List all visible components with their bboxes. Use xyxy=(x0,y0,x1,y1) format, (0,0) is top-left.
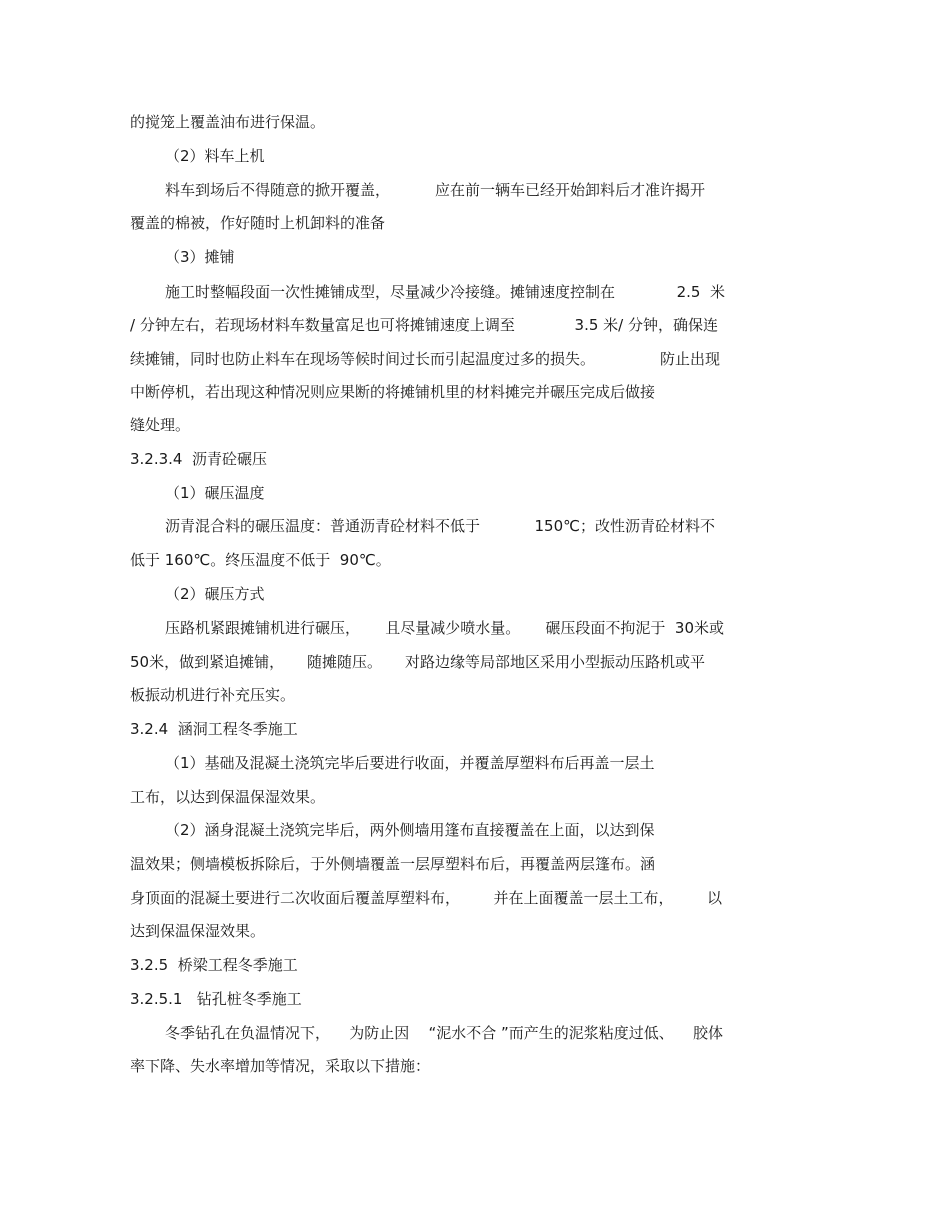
text-line xyxy=(130,349,720,369)
text-line xyxy=(130,382,730,402)
text-line xyxy=(130,921,730,941)
text-segment: 温效果；侧墙模板拆除后，于外侧墙覆盖一层厚塑料布后，再覆盖两层篷布。涵 xyxy=(130,855,656,873)
text-segment: 且尽量减少喷水量。 xyxy=(385,619,521,637)
text-line xyxy=(165,282,725,302)
text-segment: 料车到场后不得随意的掀开覆盖， xyxy=(165,181,391,199)
text-line xyxy=(130,213,730,233)
text-segment: / 分钟左右，若现场材料车数量富足也可将摊铺速度上调至 xyxy=(130,316,515,334)
text-segment: （1）碾压温度 xyxy=(165,484,265,502)
text-segment: 碾压段面不拘泥于 30米或 xyxy=(545,619,724,637)
text-segment: 覆盖的棉被，作好随时上机卸料的准备 xyxy=(130,214,386,232)
text-line xyxy=(165,516,715,536)
text-segment: 50米，做到紧追摊铺， xyxy=(130,653,285,671)
text-segment: 为防止因 xyxy=(349,1024,410,1042)
text-segment: 施工时整幅段面一次性摊铺成型，尽量减少冷接缝。摊铺速度控制在 xyxy=(165,283,616,301)
text-segment: 3.2.5.1 钻孔桩冬季施工 xyxy=(130,990,302,1008)
text-segment: 并在上面覆盖一层土工布， xyxy=(493,889,674,907)
text-line xyxy=(130,550,730,570)
text-segment: （1）基础及混凝土浇筑完毕后要进行收面，并覆盖厚塑料布后再盖一层土 xyxy=(165,754,655,772)
text-segment: 的搅笼上覆盖油布进行保温。 xyxy=(130,113,326,131)
text-segment: 3.2.5 桥梁工程冬季施工 xyxy=(130,956,298,974)
text-segment: 3.2.3.4 沥青砼碾压 xyxy=(130,450,268,468)
text-segment: 低于 160℃。终压温度不低于 90℃。 xyxy=(130,551,391,569)
text-line xyxy=(130,1056,730,1076)
section-heading xyxy=(130,989,730,1009)
text-segment: 缝处理。 xyxy=(130,416,191,434)
text-segment: 3.2.4 涵洞工程冬季施工 xyxy=(130,720,298,738)
item-heading xyxy=(165,146,730,166)
text-segment: （2）涵身混凝土浇筑完毕后，两外侧墙用篷布直接覆盖在上面，以达到保 xyxy=(165,821,655,839)
text-segment: 率下降、失水率增加等情况，采取以下措施： xyxy=(130,1057,431,1075)
text-segment: （3）摊铺 xyxy=(165,248,235,266)
text-line xyxy=(130,415,730,435)
text-line xyxy=(130,315,718,335)
item-heading xyxy=(165,247,730,267)
text-line xyxy=(165,1023,723,1043)
text-segment: 压路机紧跟摊铺机进行碾压， xyxy=(165,619,361,637)
text-segment: 胶体 xyxy=(692,1024,723,1042)
text-line xyxy=(165,820,730,840)
text-segment: 达到保温保湿效果。 xyxy=(130,922,266,940)
text-segment: 沥青混合料的碾压温度：普通沥青砼材料不低于 xyxy=(165,517,481,535)
item-heading xyxy=(165,584,730,604)
text-segment: 3.5 米/ 分钟，确保连 xyxy=(574,316,718,334)
item-heading xyxy=(165,483,730,503)
text-segment: 2.5 米 xyxy=(676,283,725,301)
text-line xyxy=(130,112,730,132)
text-line xyxy=(130,888,722,908)
text-segment: （2）碾压方式 xyxy=(165,585,265,603)
section-heading xyxy=(130,449,730,469)
section-heading xyxy=(130,955,730,975)
text-line xyxy=(130,787,730,807)
text-line xyxy=(165,618,724,638)
text-segment: 150℃；改性沥青砼材料不 xyxy=(534,517,715,535)
text-line xyxy=(165,753,730,773)
text-line xyxy=(130,685,730,705)
text-segment: 中断停机，若出现这种情况则应果断的将摊铺机里的材料摊完并碾压完成后做接 xyxy=(130,383,656,401)
text-segment: 应在前一辆车已经开始卸料后才准许揭开 xyxy=(434,181,705,199)
text-segment: 随摊随压。 xyxy=(307,653,383,671)
text-segment: 对路边缘等局部地区采用小型振动压路机或平 xyxy=(404,653,705,671)
section-heading xyxy=(130,719,730,739)
text-segment: 板振动机进行补充压实。 xyxy=(130,686,296,704)
text-segment: 以 xyxy=(706,889,722,907)
text-segment: 冬季钻孔在负温情况下， xyxy=(165,1024,331,1042)
text-line xyxy=(165,180,705,200)
text-segment: 防止出现 xyxy=(659,350,720,368)
text-line xyxy=(130,652,705,672)
text-segment: “泥水不合 ”而产生的泥浆粘度过低、 xyxy=(428,1024,674,1042)
text-segment: 身顶面的混凝土要进行二次收面后覆盖厚塑料布， xyxy=(130,889,461,907)
text-segment: 工布，以达到保温保湿效果。 xyxy=(130,788,326,806)
text-line xyxy=(130,854,730,874)
text-segment: （2）料车上机 xyxy=(165,147,265,165)
text-segment: 续摊铺，同时也防止料车在现场等候时间过长而引起温度过多的损失。 xyxy=(130,350,596,368)
